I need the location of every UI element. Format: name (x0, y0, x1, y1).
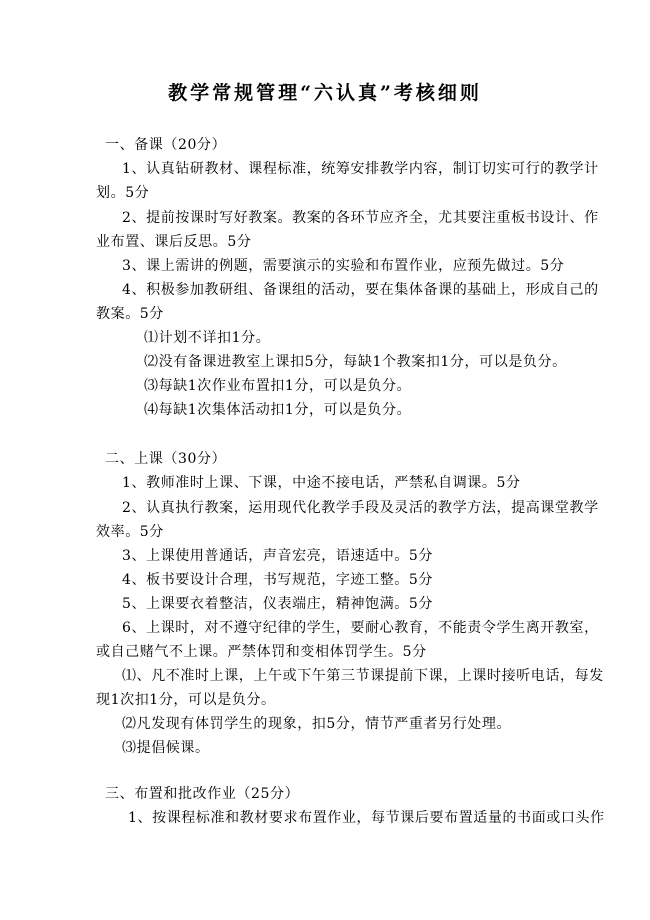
section-heading: 一、备课（20分） (105, 137, 227, 153)
deduction-item: ⑵凡发现有体罚学生的现象，扣5分，情节严重者另行处理。 (122, 716, 512, 732)
paragraph-line: 3、课上需讲的例题，需要演示的实验和布置作业，应预先做过。5分 (122, 258, 565, 274)
deduction-item: ⑵没有备课进教室上课扣5分，每缺1个教案扣1分，可以是负分。 (144, 354, 567, 370)
paragraph-line: 业布置、课后反思。5分 (96, 234, 252, 250)
paragraph-line: 现1次扣1分，可以是负分。 (96, 692, 276, 708)
paragraph-line: 教案。5分 (96, 306, 164, 322)
paragraph-line: 效率。5分 (96, 524, 164, 540)
paragraph-line: 4、板书要设计合理，书写规范，字迹工整。5分 (122, 572, 434, 588)
document-title: 教学常规管理“六认真”考核细则 (168, 82, 482, 104)
deduction-item: ⑷每缺1次集体活动扣1分，可以是负分。 (144, 402, 412, 418)
paragraph-line: 1、认真钻研教材、课程标准，统筹安排教学内容，制订切实可行的教学计 (122, 161, 599, 177)
section-heading: 三、布置和批改作业（25分） (105, 786, 300, 802)
paragraph-line: 2、认真执行教案，运用现代化教学手段及灵活的教学方法，提高课堂教学 (122, 500, 599, 516)
paragraph-line: 3、上课使用普通话，声音宏亮，语速适中。5分 (122, 548, 434, 564)
deduction-item: ⑴计划不详扣1分。 (144, 330, 271, 346)
section-heading: 二、上课（30分） (105, 451, 227, 467)
paragraph-line: 2、提前按课时写好教案。教案的各环节应齐全，尤其要注重板书设计、作 (122, 210, 599, 226)
paragraph-line: 或自己赌气不上课。严禁体罚和变相体罚学生。5分 (96, 644, 427, 660)
paragraph-line: 1、按课程标准和教材要求布置作业，每节课后要布置适量的书面或口头作 (128, 810, 605, 826)
paragraph-line: 划。5分 (96, 185, 150, 201)
paragraph-line: 5、上课要衣着整洁，仪表端庄，精神饱满。5分 (122, 596, 434, 612)
deduction-item: ⑴、凡不准时上课，上午或下午第三节课提前下课，上课时接听电话，每发 (122, 668, 604, 684)
paragraph-line: 4、积极参加教研组、备课组的活动，要在集体备课的基础上，形成自己的 (122, 282, 599, 298)
deduction-item: ⑶每缺1次作业布置扣1分，可以是负分。 (144, 378, 412, 394)
paragraph-line: 1、教师准时上课、下课，中途不接电话，严禁私自调课。5分 (122, 475, 521, 491)
deduction-item: ⑶提倡候课。 (122, 740, 210, 756)
paragraph-line: 6、上课时，对不遵守纪律的学生，要耐心教育，不能责令学生离开教室， (122, 620, 599, 636)
